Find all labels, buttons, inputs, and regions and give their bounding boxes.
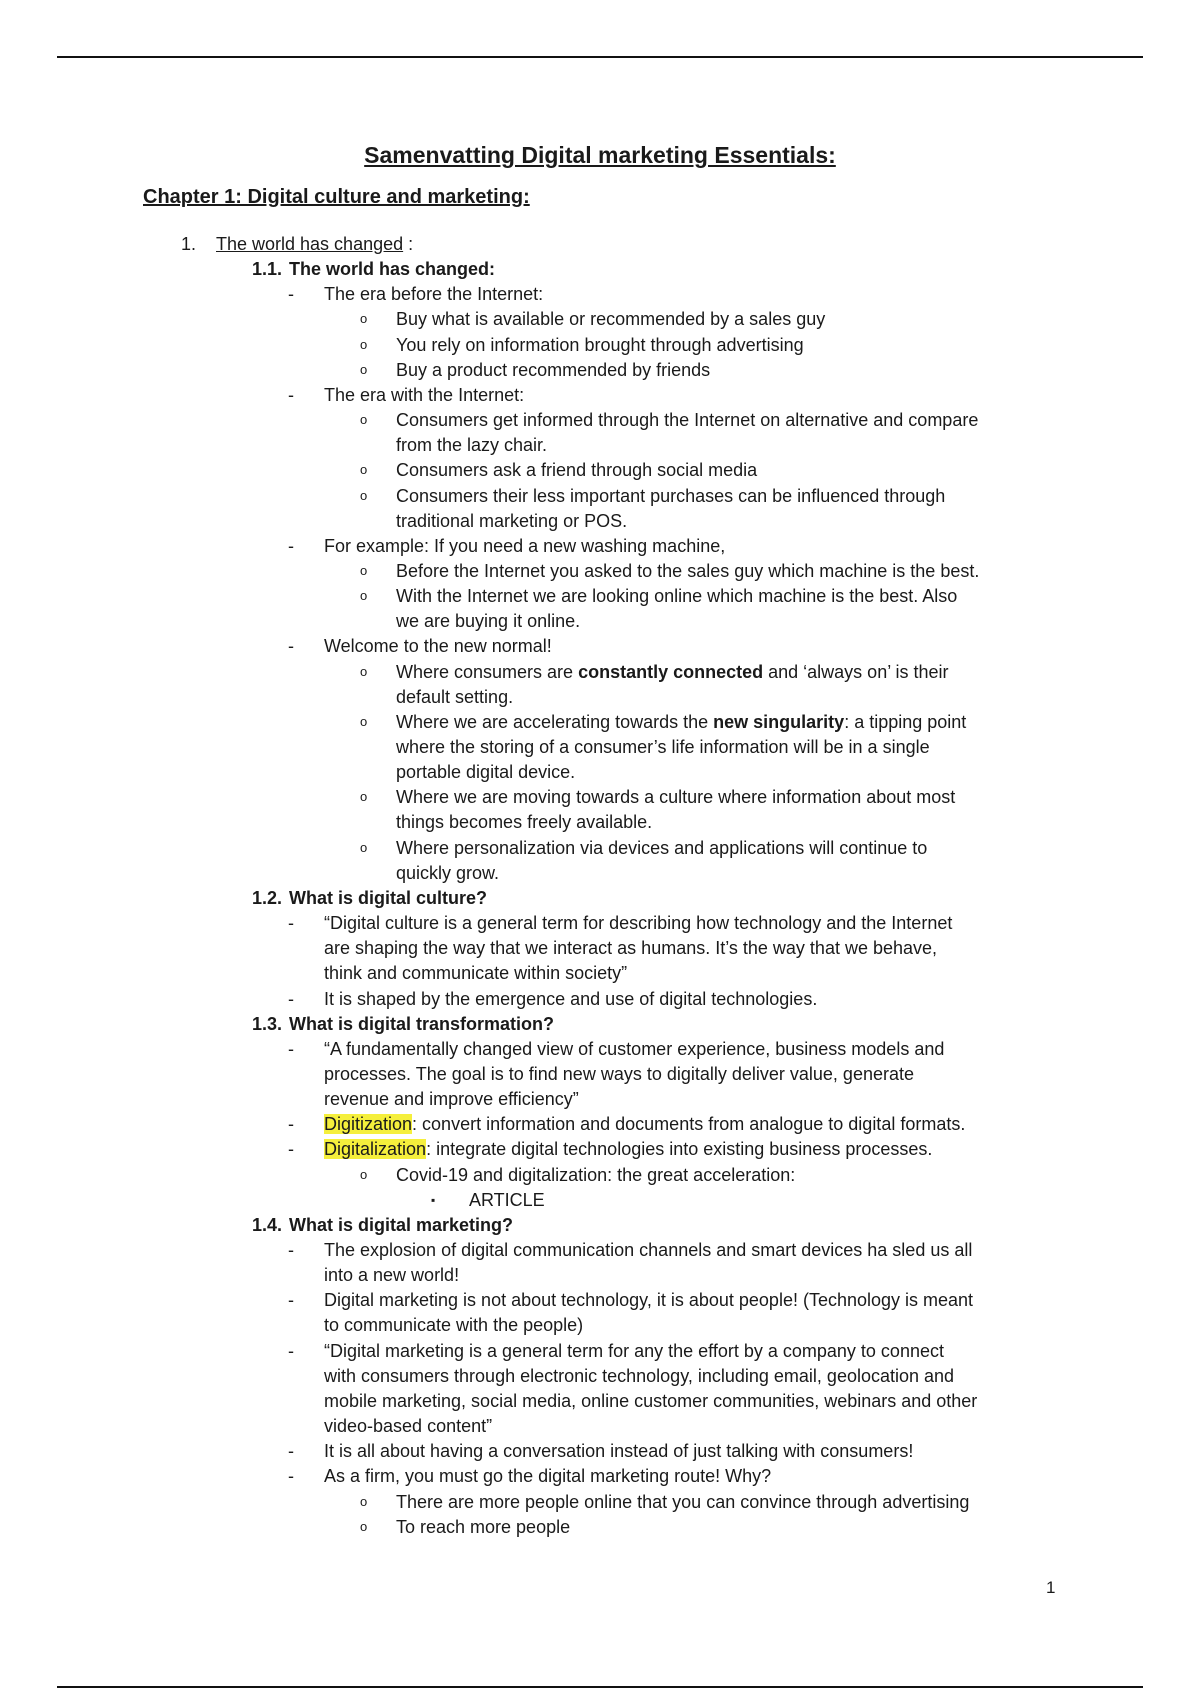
list-item-text: : convert information and documents from analogue to digital formats. — [412, 1114, 966, 1134]
list-item — [396, 509, 627, 533]
list-item-text: revenue and improve efficiency” — [324, 1089, 579, 1109]
list-item-text: are shaping the way that we interact as humans. It’s the way that we behave, — [324, 938, 938, 958]
list-item-text: traditional marketing or POS. — [396, 511, 628, 531]
circle-bullet-icon: o — [360, 337, 368, 352]
list-item-text: It is shaped by the emergence and use of digital technologies. — [324, 989, 818, 1009]
highlighted-term: Digitization — [324, 1114, 413, 1134]
list-item — [324, 534, 725, 558]
list-item-text: to communicate with the people) — [324, 1315, 584, 1335]
list-item — [324, 1288, 973, 1312]
circle-bullet-icon: o — [360, 1519, 368, 1534]
list-item — [396, 333, 804, 357]
list-item-text: There are more people online that you can convince through advertising — [396, 1492, 970, 1512]
circle-bullet-icon: o — [360, 563, 368, 578]
list-item — [396, 484, 945, 508]
section-heading — [289, 886, 487, 910]
list-item — [324, 1087, 579, 1111]
list-item — [324, 282, 543, 306]
list-item-text: we are buying it online. — [396, 611, 581, 631]
list-item-text: Where personalization via devices and applications will continue to — [396, 838, 928, 858]
list-item-text: Buy a product recommended by friends — [396, 360, 711, 380]
list-item — [396, 710, 966, 734]
list-item-text: Before the Internet you asked to the sales guy which machine is the best. — [396, 561, 980, 581]
list-item — [216, 232, 413, 256]
list-item — [396, 458, 757, 482]
list-item-text: portable digital device. — [396, 762, 576, 782]
list-number: 1. — [181, 234, 197, 254]
list-item — [396, 584, 957, 608]
list-item — [324, 1062, 914, 1086]
circle-bullet-icon: o — [360, 311, 368, 326]
list-item — [324, 936, 937, 960]
dash-bullet: - — [288, 1240, 294, 1260]
list-item-text: ARTICLE — [469, 1190, 545, 1210]
list-item-text: default setting. — [396, 687, 514, 707]
list-item-suffix: : — [403, 234, 414, 254]
list-item-text: What is digital culture? — [289, 888, 488, 908]
list-item — [396, 433, 547, 457]
document-title: Samenvatting Digital marketing Essentials: — [364, 142, 836, 168]
section-heading — [289, 1213, 513, 1237]
highlighted-term: Digitalization — [324, 1139, 427, 1159]
section-number: 1.3. — [252, 1014, 283, 1034]
list-item-text: The world has changed — [216, 234, 404, 254]
list-item — [396, 408, 978, 432]
dash-bullet: - — [288, 385, 294, 405]
section-number: 1.4. — [252, 1215, 283, 1235]
list-item — [324, 383, 524, 407]
list-item-text: : integrate digital technologies into existing business processes. — [426, 1139, 933, 1159]
list-item-text: What is digital marketing? — [289, 1215, 514, 1235]
list-item-text: Consumers their less important purchases can be influenced through — [396, 486, 946, 506]
list-item — [324, 1263, 459, 1287]
section-number: 1.2. — [252, 888, 283, 908]
list-item-text: : a tipping point — [844, 712, 967, 732]
circle-bullet-icon: o — [360, 362, 368, 377]
square-bullet-icon: ▪ — [431, 1193, 436, 1207]
list-item — [324, 1464, 771, 1488]
list-item — [324, 1137, 932, 1161]
list-item — [396, 810, 652, 834]
list-item — [396, 307, 825, 331]
list-item — [396, 760, 575, 784]
dash-bullet: - — [288, 1039, 294, 1059]
list-item — [396, 836, 927, 860]
list-item-text: With the Internet we are looking online which machine is the best. Also — [396, 586, 958, 606]
list-item-text: Digital marketing is not about technology, it is about people! (Technology is meant — [324, 1290, 974, 1310]
dash-bullet: - — [288, 1466, 294, 1486]
list-item — [396, 785, 955, 809]
list-item-text: and ‘always on’ is their — [763, 662, 949, 682]
circle-bullet-icon: o — [360, 412, 368, 427]
list-item-text: The world has changed: — [289, 259, 496, 279]
list-item-text: What is digital transformation? — [289, 1014, 555, 1034]
list-item-text: Consumers get informed through the Internet on alternative and compare — [396, 410, 979, 430]
list-item — [324, 1238, 972, 1262]
list-item-text: To reach more people — [396, 1517, 571, 1537]
circle-bullet-icon: o — [360, 588, 368, 603]
list-item-text: “A fundamentally changed view of customer experience, business models and — [324, 1039, 945, 1059]
list-item — [324, 1112, 965, 1136]
list-item-text: Covid-19 and digitalization: the great acceleration: — [396, 1165, 796, 1185]
list-item-text: Consumers ask a friend through social media — [396, 460, 758, 480]
list-item — [396, 609, 580, 633]
list-item — [396, 685, 513, 709]
list-item-text: The era before the Internet: — [324, 284, 544, 304]
list-item — [396, 1490, 969, 1514]
page-number: 1 — [1046, 1578, 1056, 1597]
circle-bullet-icon: o — [360, 1494, 368, 1509]
list-item-text: with consumers through electronic technology, including email, geolocation and — [324, 1366, 955, 1386]
list-item — [324, 1313, 583, 1337]
circle-bullet-icon: o — [360, 840, 368, 855]
list-item-text: video-based content” — [324, 1416, 493, 1436]
list-item — [396, 1163, 795, 1187]
list-item-text: quickly grow. — [396, 863, 500, 883]
list-item — [324, 1414, 492, 1438]
list-item — [396, 559, 979, 583]
list-item-text: Where we are accelerating towards the — [396, 712, 714, 732]
dash-bullet: - — [288, 636, 294, 656]
list-item-text: from the lazy chair. — [396, 435, 548, 455]
list-item — [324, 987, 817, 1011]
circle-bullet-icon: o — [360, 664, 368, 679]
circle-bullet-icon: o — [360, 789, 368, 804]
list-item — [396, 358, 710, 382]
list-item — [324, 1037, 944, 1061]
dash-bullet: - — [288, 913, 294, 933]
list-item-text: things becomes freely available. — [396, 812, 653, 832]
list-item-text: “Digital marketing is a general term for any the effort by a company to connect — [324, 1341, 944, 1361]
list-item — [324, 1364, 954, 1388]
list-item-text: You rely on information brought through advertising — [396, 335, 804, 355]
chapter-heading: Chapter 1: Digital culture and marketing: — [143, 186, 530, 208]
list-item-text: Welcome to the new normal! — [324, 636, 552, 656]
list-item — [324, 1339, 944, 1363]
list-item-text: As a firm, you must go the digital marketing route! Why? — [324, 1466, 772, 1486]
dash-bullet: - — [288, 1114, 294, 1134]
list-item — [324, 911, 952, 935]
list-item-text: It is all about having a conversation instead of just talking with consumers! — [324, 1441, 914, 1461]
circle-bullet-icon: o — [360, 462, 368, 477]
list-item-text: The era with the Internet: — [324, 385, 525, 405]
circle-bullet-icon: o — [360, 488, 368, 503]
list-item-text: Where consumers are — [396, 662, 579, 682]
list-item-text: processes. The goal is to find new ways to digitally deliver value, generate — [324, 1064, 914, 1084]
circle-bullet-icon: o — [360, 1167, 368, 1182]
list-item — [324, 961, 627, 985]
list-item — [324, 1439, 913, 1463]
list-item — [396, 660, 949, 684]
list-item-text: where the storing of a consumer’s life information will be in a single — [396, 737, 930, 757]
list-item — [396, 735, 930, 759]
list-item-text: For example: If you need a new washing machine, — [324, 536, 726, 556]
list-item-text: Buy what is available or recommended by a sales guy — [396, 309, 826, 329]
section-number: 1.1. — [252, 259, 283, 279]
list-item — [324, 1389, 977, 1413]
dash-bullet: - — [288, 284, 294, 304]
list-item — [469, 1188, 545, 1212]
list-item — [396, 1515, 570, 1539]
list-item-text: “Digital culture is a general term for describing how technology and the Internet — [324, 913, 953, 933]
list-item-text: think and communicate within society” — [324, 963, 628, 983]
dash-bullet: - — [288, 536, 294, 556]
dash-bullet: - — [288, 989, 294, 1009]
list-item — [324, 634, 552, 658]
list-item-text: into a new world! — [324, 1265, 460, 1285]
dash-bullet: - — [288, 1341, 294, 1361]
bold-term: new singularity — [713, 712, 845, 732]
list-item — [396, 861, 499, 885]
list-item-text: mobile marketing, social media, online customer communities, webinars and other — [324, 1391, 978, 1411]
dash-bullet: - — [288, 1139, 294, 1159]
list-item-text: Where we are moving towards a culture where information about most — [396, 787, 956, 807]
bold-term: constantly connected — [578, 662, 764, 682]
section-heading — [289, 1012, 554, 1036]
list-item-text: The explosion of digital communication channels and smart devices ha sled us all — [324, 1240, 973, 1260]
dash-bullet: - — [288, 1290, 294, 1310]
section-heading — [289, 257, 495, 281]
circle-bullet-icon: o — [360, 714, 368, 729]
dash-bullet: - — [288, 1441, 294, 1461]
